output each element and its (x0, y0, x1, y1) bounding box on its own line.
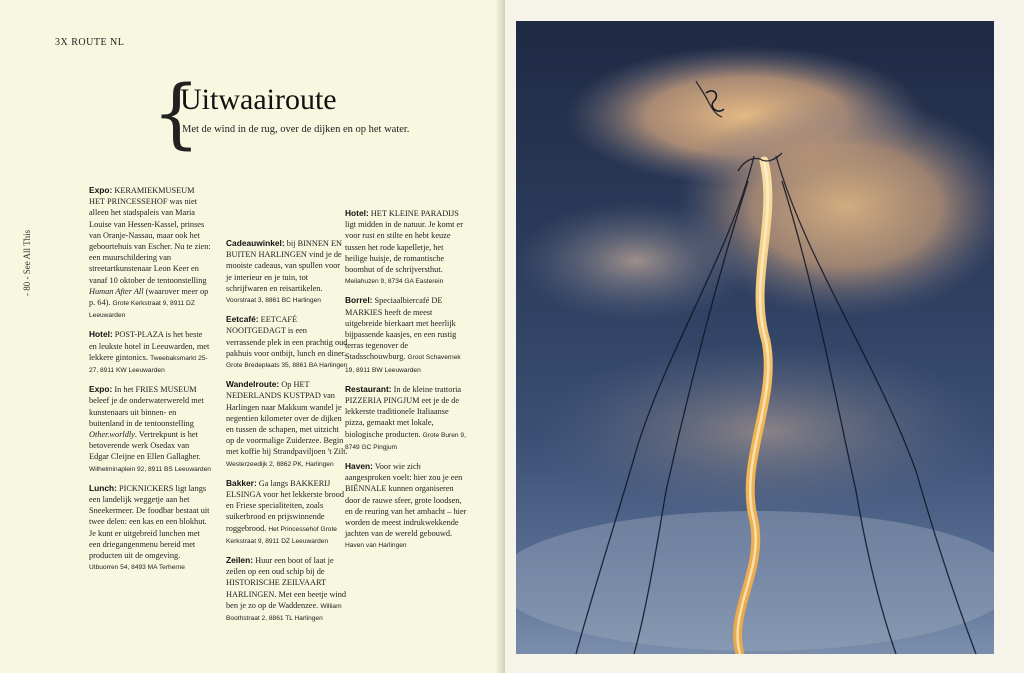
entry-address: Haven van Harlingen (345, 542, 407, 550)
entry-label: Haven: (345, 461, 373, 472)
listing-entry (226, 238, 348, 306)
entry-text: In de kleine trattoria PIZZERIA PINGJUM eet je de de lekkerste traditionele Italiaanse pizza, gemaakt met lokale, biologische producten. (345, 384, 462, 439)
listing-entry (226, 555, 348, 624)
entry-address: Voorstraat 3, 8861 BC Harlingen (226, 297, 321, 305)
entry-label: Bakker: (226, 477, 257, 488)
photo-image (516, 21, 994, 654)
entry-label: Hotel: (345, 208, 369, 218)
left-page (0, 0, 505, 673)
entry-text: POST-PLAZA is het beste en leukste hotel in Leeuwarden, met lekkere gintonics. (89, 330, 210, 362)
listing-entry (89, 384, 211, 475)
entry-text: HET KLEINE PARADIJS ligt midden in de natuur. Je komt er voor rust en stilte en hebt keuze tussen het rode kapelletje, het heilige huisje, de romantische boomhut of de schrijversthut. (345, 209, 463, 275)
entry-text: Voor wie zich aangesproken voelt: hier zou je een BIËNNALE kunnen organiseren door de rauwe sfeer, grote loodsen, en de reuring van het ambacht – hier worden de meest indrukwekkende jachten van de wereld gebouwd. (345, 462, 467, 539)
decorative-brace: { (152, 68, 201, 157)
entry-address: Grote Buren 9, 8749 GC Pingjum (345, 431, 466, 451)
entry-italic-title: Other.worldly (89, 430, 135, 440)
entry-text: Ga langs BAKKERIJ ELSINGA voor het lekkerste brood en Friese specialiteiten, zoals suikerbrood en prijswinnende roggebrood. (226, 478, 344, 533)
entry-label: Lunch: (89, 482, 117, 493)
listing-entry (345, 295, 467, 375)
entry-label: Borrel: (345, 295, 373, 306)
listing-entry (89, 483, 211, 574)
entry-label: Wandelroute: (226, 379, 280, 390)
entry-text-cont: . Vertrekpunt is het betoverende werk Osedax van Edgar Cleijne en Ellen Gallagher. (89, 430, 201, 462)
entry-text: PICKNICKERS ligt langs een landelijk weggetje aan het Sneekermeer. De foodbar bestaat uit twee delen: een kas en een blokhut. Je kunt er uitgebreid lunchen met een driegangenmenu bereid met producten uit de omgeving. (89, 483, 210, 561)
text-column-2 (226, 238, 348, 632)
page-subtitle: Met de wind in de rug, over de dijken en op het water. (182, 124, 410, 135)
listing-entry (226, 478, 348, 547)
listing-entry (226, 314, 348, 371)
entry-text: bij BINNEN EN BUITEN HARLINGEN vind je de mooiste cadeaus, van spullen voor je interieur en je tuin, tot schrijfwaren en reisartikelen. (226, 239, 343, 293)
entry-address: Meilahuzen 9, 8734 GA Easterein (345, 278, 444, 286)
listing-entry (226, 379, 348, 470)
entry-label: Expo: (89, 384, 113, 395)
page-title: Uitwaairoute (180, 83, 337, 116)
water-reflection-photo (516, 21, 994, 654)
entry-address: Het Princessehof Grote Kerkstraat 9, 8911 DZ Leeuwarden (226, 525, 337, 545)
entry-text: EETCAFÉ NOOITGEDAGT is een verrassende plek in een prachtig oud pakhuis voor ontbijt, lunch en diner. (226, 315, 348, 358)
listing-entry (345, 384, 467, 453)
page-folio: - 80 - See All This (22, 229, 32, 296)
running-head: 3X ROUTE NL (55, 37, 125, 48)
text-column-1 (89, 185, 211, 582)
entry-text-cont: (waarover meer op p. 64). (89, 286, 209, 308)
listing-entry (89, 329, 211, 376)
entry-address: Wilhelminaplein 92, 8911 BS Leeuwarden (89, 465, 211, 473)
entry-label: Zeilen: (226, 555, 253, 566)
entry-label: Cadeauwinkel: (226, 238, 285, 248)
entry-text: KERAMIEKMUSEUM HET PRINCESSEHOF was niet alleen het stadspaleis van Maria Louise van Hessen-Kassel, prinses van Oranje-Nassau, maar ook het geboortehuis van Escher. Nu te zien: een muurschildering van streetartkunstenaar Leon Keer en vanaf 10 oktober de tentoonstelling (89, 186, 211, 285)
text-column-3 (345, 208, 467, 560)
entry-text: Speciaalbiercafé DE MARKIES heeft de meest uitgebreide bierkaart met heerlijk bijpassende kaasjes, en een rustig terras tegenover de Stadsschouwburg. (345, 296, 457, 362)
listing-entry (345, 208, 467, 287)
entry-text: In het FRIES MUSEUM beleef je de onderwaterwereld met kunstenaars uit binnen- en buitenland in de tentoonstelling (89, 385, 204, 428)
listing-entry (345, 461, 467, 552)
entry-label: Eetcafé: (226, 314, 259, 325)
entry-address: Tweebaksmarkt 25-27, 8911 KW Leeuwarden (89, 354, 208, 375)
entry-address: Grote Bredeplaats 35, 8861 BA Harlingen (226, 362, 348, 370)
entry-label: Restaurant: (345, 383, 392, 394)
entry-text: Huur een boot of laat je zeilen op een oud schip bij de HISTORISCHE ZEILVAART HARLINGEN. Met een beetje wind ben je zo op de Waddenzee. (226, 556, 347, 610)
entry-text: Op HET NEDERLANDS KUSTPAD van Harlingen naar Makkum wandel je negentien kilometer over de dijken en tussen de schapen, met uitzicht op de voormalige Zuiderzee. Begin met koffie bij Strandpaviljoen 't Zilt. (226, 380, 348, 457)
entry-address: Westerzeedijk 2, 8862 PK, Harlingen (226, 460, 334, 468)
entry-label: Hotel: (89, 329, 113, 340)
entry-address: Grote Kerkstraat 9, 8911 DZ Leeuwarden (89, 300, 195, 320)
entry-italic-title: Human After All (89, 286, 144, 296)
listing-entry (89, 185, 211, 321)
entry-address: Utbuorren 54, 8493 MA Terherne (89, 564, 185, 572)
entry-label: Expo: (89, 185, 113, 195)
entry-address: Groot Schavernek 19, 8911 BW Leeuwarden (345, 354, 461, 374)
entry-address: William Boothstraat 2, 8861 TL Harlingen (226, 602, 342, 623)
